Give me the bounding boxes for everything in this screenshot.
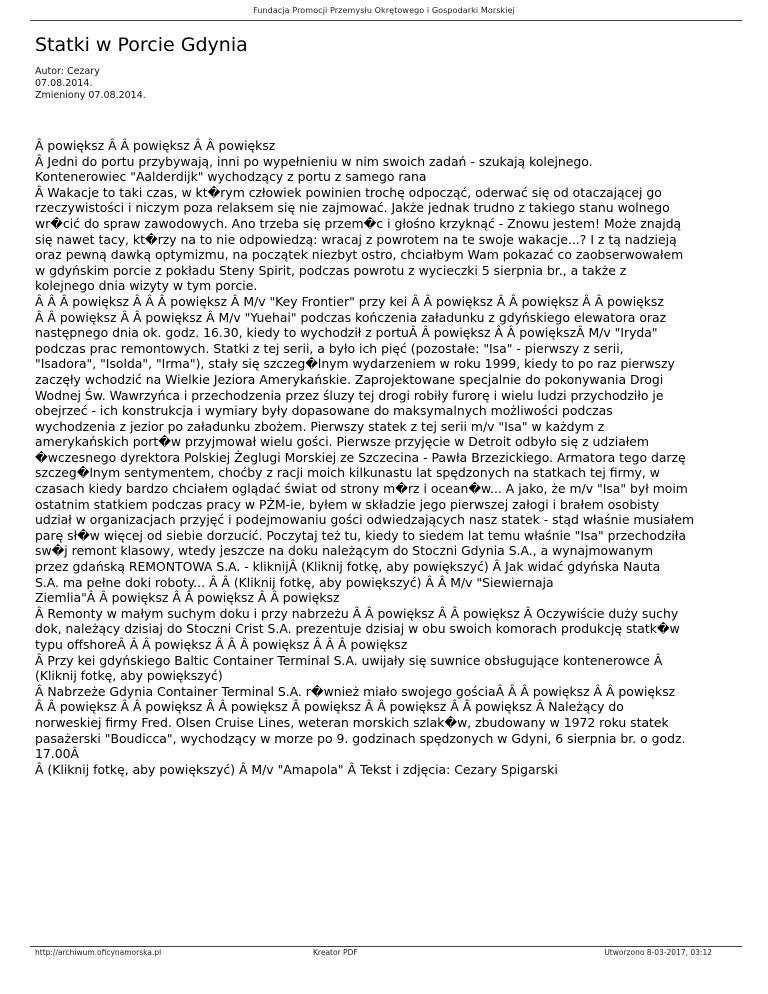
body-line: �wczesnego dyrektora Polskiej Żeglugi Morskiej ze Szczecina - Pawła Brzezickiego. Armatora tego darzę <box>35 449 686 465</box>
body-line: Â (Kliknij fotkę, aby powiększyć) Â M/v "Amapola" Â Tekst i zdjęcia: Cezary Spigarski <box>35 761 558 777</box>
body-line: Kontenerowiec "Aalderdijk" wychodzący z portu z samego rana <box>35 169 427 185</box>
body-line: ostatnim statkiem podczas pracy w PŻM-ie, byłem w składzie jego pierwszej załogi i brałem osobisty <box>35 496 660 512</box>
body-line: S.A. ma pełne doki roboty... Â Â (Kliknij fotkę, aby powiększyć) Â Â M/v "Siewiernaja <box>35 574 554 590</box>
header-organization: Fundacja Promocji Przemysłu Okrętowego i Gospodarki Morskiej <box>253 6 515 15</box>
body-line: Wodnej Św. Wawrzyńca i przechodzenia przez śluzy tej drogi robiły furorę i wielu ludzi przychodziło je <box>35 387 664 403</box>
modified-line: Zmieniony 07.08.2014. <box>35 90 146 101</box>
body-line: Â Â powiększ Â Â powiększ Â M/v "Yuehai" podczas kończenia załadunku z gdyńskiego elewatora oraz <box>35 309 667 325</box>
body-line: Â Â powiększ Â Â powiększ Â Â powiększ Â powiększ Â Â powiększ Â Â powiększ Â Należący do <box>35 699 624 715</box>
footer-url: http://archiwum.oficynamorska.pl <box>35 948 162 957</box>
body-line: Â Nabrzeże Gdynia Container Terminal S.A. r�wnież miało swojego gościaÂ Â Â powiększ Â Â powiększ <box>35 683 676 699</box>
body-line: sw�j remont klasowy, wtedy jeszcze na doku należącym do Stoczni Gdynia S.A., a wynajmowanym <box>35 543 654 559</box>
article-meta <box>35 66 146 102</box>
body-line: szczeg�lnym sentymentem, choćby z racji moich kilkunastu lat spędzonych na statkach tej firmy, w <box>35 465 660 481</box>
footer-divider <box>30 946 742 947</box>
body-line: parę sł�w więcej od siebie dorzucić. Poczytaj też tu, kiedy to siedem lat temu właśnie "Isa" przechodziła <box>35 527 686 543</box>
body-line: w gdyńskim porcie z pokładu Steny Spirit, podczas powrotu z wycieczki 5 sierpnia br., a także z <box>35 262 627 278</box>
body-line: się nawet tacy, kt�rzy na to nie odpowiedzą: wracaj z powrotem na te swoje wakacje...? I z tą nadzieją <box>35 231 677 247</box>
body-line: przez gdańską REMONTOWA S.A. - kliknijÂ (Kliknij fotkę, aby powiększyć) Â Jak widać gdyńska Nauta <box>35 559 661 575</box>
body-line: wychodzenia z jezior po załadunku zbożem. Pierwszy statek z tej serii m/v "Isa" w każdym z <box>35 418 605 434</box>
body-line: rzeczywistości i niczym poza relaksem się nie zajmować. Jakże jednak trudno z takiego stanu wolnego <box>35 200 670 216</box>
author-line: Autor: Cezary <box>35 66 100 77</box>
body-line: Â Przy kei gdyńskiego Baltic Container Terminal S.A. uwijały się suwnice obsługujące kontenerowce Â <box>35 652 663 668</box>
body-line: wr�cić do spraw zawodowych. Ano trzeba się przem�c i głośno krzyknąć - Znowu jestem! Może znajdą <box>35 215 682 231</box>
body-line: dok, należący dzisiaj do Stoczni Crist S.A. prezentuje dzisiaj w obu swoich komorach produkcję statk�w <box>35 621 680 637</box>
body-line: Â Â Â powiększ Â Â Â powiększ Â M/v "Key Frontier" przy kei Â Â powiększ Â Â powiększ Â Â powiększ <box>35 293 664 309</box>
body-line: udział w organizacjach przyjęć i podejmowaniu gości odwiedzających nasz statek - stąd właśnie musiałem <box>35 512 695 528</box>
body-line: Â Remonty w małym suchym doku i przy nabrzeżu Â Â powiększ Â Â powiększ Â Oczywiście duży suchy <box>35 605 679 621</box>
body-line: kolejnego dnia wizyty w tym porcie. <box>35 278 258 294</box>
footer-created: Utworzono 8-03-2017, 03:12 <box>604 948 712 957</box>
body-line: 17.00Â <box>35 746 79 762</box>
body-line: "Isadora", "Isolda", "Irma"), stały się szczeg�lnym wydarzeniem w roku 1999, kiedy to po raz pierwszy <box>35 356 675 372</box>
date-line: 07.08.2014. <box>35 78 93 89</box>
body-line: amerykańskich port�w przyjmował wielu gości. Pierwsze przyjęcie w Detroit odbyło się z udziałem <box>35 434 650 450</box>
body-line: norweskiej firmy Fred. Olsen Cruise Lines, weteran morskich szlak�w, zbudowany w 1972 roku statek <box>35 714 669 730</box>
body-line: Â Jedni do portu przybywają, inni po wypełnieniu w nim swoich zadań - szukają kolejnego. <box>35 153 593 169</box>
body-line: (Kliknij fotkę, aby powiększyć) <box>35 668 223 684</box>
header-divider <box>30 20 742 21</box>
body-line: oraz pewną dawką optymizmu, na początek niezbyt ostro, chciałbym Wam pokazać co zaobserwowałem <box>35 247 684 263</box>
body-line: typu offshoreÂ Â Â powiększ Â Â Â powiększ Â Â Â powiększ <box>35 637 408 652</box>
body-line: podczas prac remontowych. Statki z tej serii, a było ich pięć (pozostałe: "Isa" - pierwszy z serii, <box>35 340 624 356</box>
footer-generator: Kreator PDF <box>313 948 358 957</box>
body-line: czasach kiedy bardzo chciałem oglądać świat od strony m�rz i ocean�w... A jako, że m/v "Isa" był moim <box>35 481 688 497</box>
body-line: Â Wakacje to taki czas, w kt�rym człowiek powinien trochę odpocząć, oderwać się od otaczającej go <box>35 184 662 200</box>
body-line: Ziemlia"Â Â powiększ Â Â powiększ Â Â powiększ <box>35 590 340 606</box>
body-line: pasażerski "Boudicca", wychodzący w morze po 9. godzinach spędzonych w Gdyni, 6 sierpnia br. o godz. <box>35 730 686 746</box>
body-line: następnego dnia ok. godz. 16.30, kiedy to wychodził z portuÂ Â powiększ Â Â powiększÂ M/v "Iryda" <box>35 325 658 341</box>
page-title: Statki w Porcie Gdynia <box>35 34 248 56</box>
body-line: zaczęły wchodzić na Wielkie Jeziora Amerykańskie. Zaprojektowane specjalnie do pokonywania Drogi <box>35 371 664 387</box>
article-body <box>35 138 745 777</box>
body-line: Â powiększ Â Â powiększ Â Â powiększ <box>35 138 276 153</box>
body-line: obejrzeć - ich konstrukcja i wymiary były dopasowane do maksymalnych możliwości podczas <box>35 403 613 419</box>
